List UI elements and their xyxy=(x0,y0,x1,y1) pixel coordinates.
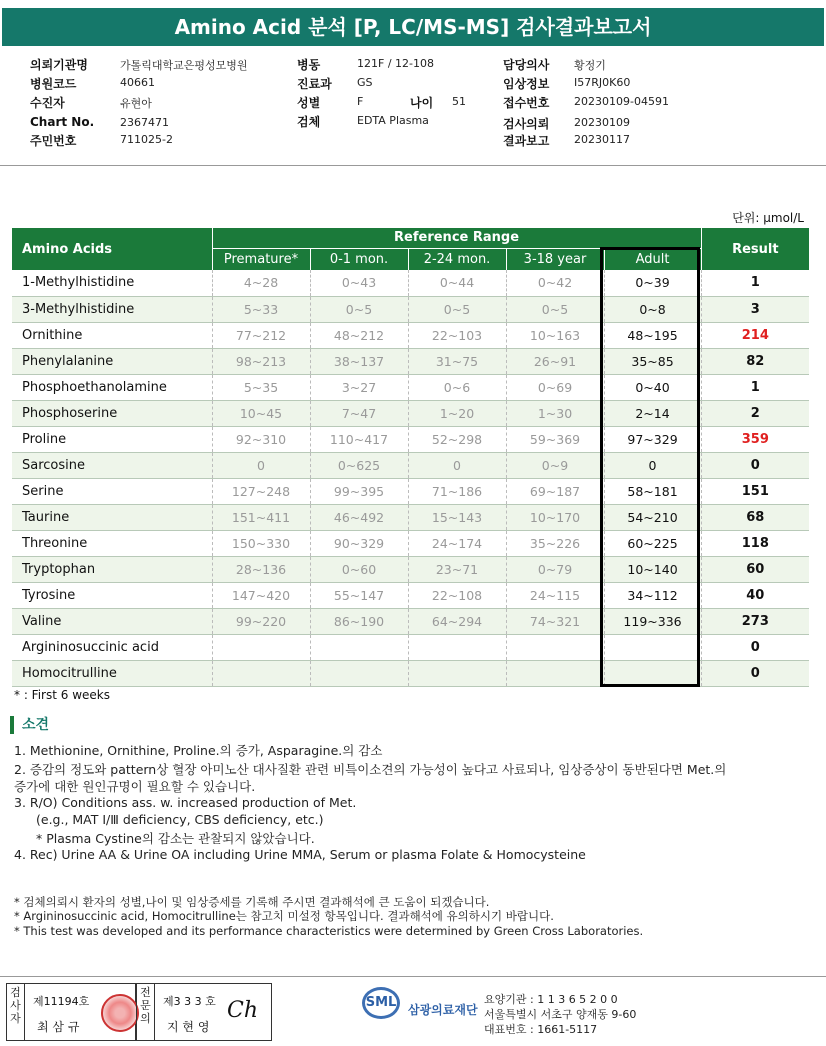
ref-2-24-mon xyxy=(408,660,506,686)
organization-name: 삼광의료재단 xyxy=(408,1003,478,1017)
amino-acid-name: Phosphoserine xyxy=(12,400,212,426)
table-row xyxy=(12,348,809,374)
official-seal-icon xyxy=(101,994,139,1032)
ref-adult: 2~14 xyxy=(604,400,701,426)
finding-line-7: 4. Rec) Urine AA & Urine OA including Urine MMA, Serum or plasma Folate & Homocysteine xyxy=(14,847,586,862)
info-value-request-date: 20230109 xyxy=(574,116,630,129)
reviewer-name: 지 현 영 xyxy=(167,1020,210,1034)
finding-line-2: 2. 증감의 정도와 pattern상 혈장 아미노산 대사질환 관련 비특이소견의 가능성이 높다고 사료되나, 임상증상이 동반된다면 Met.의 xyxy=(14,762,727,777)
ref-adult: 35~85 xyxy=(604,348,701,374)
amino-acid-name: Valine xyxy=(12,608,212,634)
column-header-reference-range: Reference Range xyxy=(212,228,701,248)
result-value: 151 xyxy=(701,478,809,504)
ref-0-1-mon: 0~60 xyxy=(310,556,408,582)
table-row xyxy=(12,660,809,686)
info-label-age: 나이 xyxy=(410,96,434,110)
column-header-amino-acids: Amino Acids xyxy=(12,228,212,270)
table-row xyxy=(12,374,809,400)
ref-premature: 150~330 xyxy=(212,530,310,556)
inspector-label: 검사자 xyxy=(7,984,25,1040)
info-value-resident-no: 711025-2 xyxy=(120,133,173,146)
institution-phone: 대표번호 : 1661-5117 xyxy=(484,1023,598,1036)
ref-0-1-mon: 3~27 xyxy=(310,374,408,400)
ref-2-24-mon: 0~5 xyxy=(408,296,506,322)
unit-label: 단위: μmol/L xyxy=(732,211,804,225)
ref-0-1-mon: 99~395 xyxy=(310,478,408,504)
info-value-clinical-info: I57RJ0K60 xyxy=(574,76,631,89)
table-row xyxy=(12,530,809,556)
info-value-specimen: EDTA Plasma xyxy=(357,114,429,127)
result-value: 0 xyxy=(701,634,809,660)
ref-3-18-year: 0~9 xyxy=(506,452,604,478)
result-value: 0 xyxy=(701,660,809,686)
ref-adult xyxy=(604,634,701,660)
ref-adult xyxy=(604,660,701,686)
ref-0-1-mon: 0~5 xyxy=(310,296,408,322)
institution-code: 요양기관 : 1 1 3 6 5 2 0 0 xyxy=(484,993,618,1006)
report-footer xyxy=(0,979,826,1043)
ref-premature: 98~213 xyxy=(212,348,310,374)
ref-adult: 60~225 xyxy=(604,530,701,556)
ref-0-1-mon: 48~212 xyxy=(310,322,408,348)
ref-3-18-year: 10~170 xyxy=(506,504,604,530)
ref-2-24-mon xyxy=(408,634,506,660)
ref-2-24-mon: 22~108 xyxy=(408,582,506,608)
finding-line-3: 증가에 대한 원인규명이 필요할 수 있습니다. xyxy=(14,779,256,794)
ref-premature: 151~411 xyxy=(212,504,310,530)
ref-2-24-mon: 52~298 xyxy=(408,426,506,452)
info-label-ward: 병동 xyxy=(297,58,321,72)
ref-0-1-mon: 86~190 xyxy=(310,608,408,634)
finding-line-1: 1. Methionine, Ornithine, Proline.의 증가, Asparagine.의 감소 xyxy=(14,743,383,758)
ref-2-24-mon: 64~294 xyxy=(408,608,506,634)
ref-2-24-mon: 0 xyxy=(408,452,506,478)
amino-acid-name: Proline xyxy=(12,426,212,452)
inspector-name: 최 삼 규 xyxy=(37,1020,80,1034)
ref-adult: 97~329 xyxy=(604,426,701,452)
ref-2-24-mon: 23~71 xyxy=(408,556,506,582)
ref-premature: 5~33 xyxy=(212,296,310,322)
info-value-report-date: 20230117 xyxy=(574,133,630,146)
ref-adult: 34~112 xyxy=(604,582,701,608)
ref-2-24-mon: 22~103 xyxy=(408,322,506,348)
result-value: 60 xyxy=(701,556,809,582)
ref-adult: 0 xyxy=(604,452,701,478)
ref-3-18-year: 24~115 xyxy=(506,582,604,608)
ref-3-18-year: 1~30 xyxy=(506,400,604,426)
info-label-chart-no: Chart No. xyxy=(30,115,95,129)
amino-acid-name: Argininosuccinic acid xyxy=(12,634,212,660)
ref-3-18-year: 0~79 xyxy=(506,556,604,582)
amino-acid-name: Tryptophan xyxy=(12,556,212,582)
reviewer-signature-box xyxy=(136,983,272,1041)
column-header-2-24-mon: 2-24 mon. xyxy=(408,248,506,270)
ref-2-24-mon: 0~6 xyxy=(408,374,506,400)
amino-acid-name: 3-Methylhistidine xyxy=(12,296,212,322)
result-value: 1 xyxy=(701,374,809,400)
info-value-sex: F xyxy=(357,95,364,108)
ref-3-18-year: 35~226 xyxy=(506,530,604,556)
table-row xyxy=(12,556,809,582)
ref-adult: 10~140 xyxy=(604,556,701,582)
amino-acid-name: Phosphoethanolamine xyxy=(12,374,212,400)
info-label-department: 진료과 xyxy=(297,77,332,91)
amino-acid-name: Homocitrulline xyxy=(12,660,212,686)
institution-address: 서울특별시 서초구 양재동 9-60 xyxy=(484,1008,637,1021)
ref-0-1-mon: 90~329 xyxy=(310,530,408,556)
column-header-0-1-mon: 0-1 mon. xyxy=(310,248,408,270)
column-header-premature: Premature* xyxy=(212,248,310,270)
ref-premature: 92~310 xyxy=(212,426,310,452)
amino-acid-name: Taurine xyxy=(12,504,212,530)
amino-acid-name: Ornithine xyxy=(12,322,212,348)
ref-premature: 147~420 xyxy=(212,582,310,608)
amino-acid-results-table xyxy=(12,228,809,687)
report-title: Amino Acid 분석 [P, LC/MS-MS] 검사결과보고서 xyxy=(2,8,824,46)
ref-premature: 4~28 xyxy=(212,270,310,296)
table-row xyxy=(12,322,809,348)
ref-3-18-year: 26~91 xyxy=(506,348,604,374)
ref-3-18-year: 0~69 xyxy=(506,374,604,400)
result-value: 2 xyxy=(701,400,809,426)
ref-adult: 58~181 xyxy=(604,478,701,504)
reviewer-license-no: 제3 3 3 호 xyxy=(163,995,216,1008)
result-value: 82 xyxy=(701,348,809,374)
info-label-request-date: 검사의뢰 xyxy=(503,117,550,131)
info-value-hospital-code: 40661 xyxy=(120,76,155,89)
info-label-clinical-info: 임상정보 xyxy=(503,77,550,91)
note-line-2: * Argininosuccinic acid, Homocitrulline는 참고치 미설정 항목입니다. 결과해석에 유의하시기 바랍니다. xyxy=(14,909,554,923)
ref-3-18-year: 0~42 xyxy=(506,270,604,296)
amino-acid-name: Tyrosine xyxy=(12,582,212,608)
amino-acid-name: Phenylalanine xyxy=(12,348,212,374)
ref-2-24-mon: 1~20 xyxy=(408,400,506,426)
table-row xyxy=(12,426,809,452)
results-table-body xyxy=(12,270,809,686)
result-value: 359 xyxy=(701,426,809,452)
ref-0-1-mon: 0~43 xyxy=(310,270,408,296)
ref-3-18-year: 74~321 xyxy=(506,608,604,634)
ref-0-1-mon xyxy=(310,634,408,660)
sml-logo-icon: SML xyxy=(362,987,400,1019)
result-value: 68 xyxy=(701,504,809,530)
table-row xyxy=(12,400,809,426)
result-value: 273 xyxy=(701,608,809,634)
table-row xyxy=(12,634,809,660)
column-header-3-18-year: 3-18 year xyxy=(506,248,604,270)
result-value: 214 xyxy=(701,322,809,348)
ref-2-24-mon: 71~186 xyxy=(408,478,506,504)
table-row xyxy=(12,452,809,478)
info-label-receipt-no: 접수번호 xyxy=(503,96,550,110)
ref-premature: 5~35 xyxy=(212,374,310,400)
ref-premature: 99~220 xyxy=(212,608,310,634)
table-row xyxy=(12,582,809,608)
amino-acid-name: Threonine xyxy=(12,530,212,556)
ref-adult: 0~39 xyxy=(604,270,701,296)
info-value-institution: 가톨릭대학교은평성모병원 xyxy=(120,59,248,72)
ref-adult: 0~8 xyxy=(604,296,701,322)
reviewer-label: 전문의 xyxy=(137,984,155,1040)
ref-0-1-mon: 38~137 xyxy=(310,348,408,374)
info-value-receipt-no: 20230109-04591 xyxy=(574,95,669,108)
ref-3-18-year: 59~369 xyxy=(506,426,604,452)
info-value-physician: 황정기 xyxy=(574,59,606,72)
ref-3-18-year: 0~5 xyxy=(506,296,604,322)
table-row xyxy=(12,296,809,322)
finding-line-5: (e.g., MAT Ⅰ/Ⅲ deficiency, CBS deficiency, etc.) xyxy=(36,812,324,827)
finding-line-4: 3. R/O) Conditions ass. w. increased production of Met. xyxy=(14,795,357,810)
result-value: 118 xyxy=(701,530,809,556)
ref-0-1-mon: 0~625 xyxy=(310,452,408,478)
info-label-physician: 담당의사 xyxy=(503,58,550,72)
note-line-3: * This test was developed and its performance characteristics were determined by Green Cross Laboratories. xyxy=(14,924,644,938)
info-label-hospital-code: 병원코드 xyxy=(30,77,77,91)
findings-heading: 소견 xyxy=(10,716,49,734)
ref-premature: 10~45 xyxy=(212,400,310,426)
ref-3-18-year: 10~163 xyxy=(506,322,604,348)
info-value-chart-no: 2367471 xyxy=(120,116,169,129)
ref-adult: 48~195 xyxy=(604,322,701,348)
ref-premature xyxy=(212,660,310,686)
amino-acid-name: Serine xyxy=(12,478,212,504)
premature-footnote: * : First 6 weeks xyxy=(14,688,110,702)
table-row xyxy=(12,270,809,296)
ref-adult: 119~336 xyxy=(604,608,701,634)
finding-line-6: * Plasma Cystine의 감소는 관찰되지 않았습니다. xyxy=(36,831,315,846)
info-value-ward: 121F / 12-108 xyxy=(357,57,434,70)
result-value: 0 xyxy=(701,452,809,478)
info-label-sex: 성별 xyxy=(297,96,321,110)
info-label-institution: 의뢰기관명 xyxy=(30,58,88,72)
ref-3-18-year xyxy=(506,660,604,686)
table-row xyxy=(12,478,809,504)
table-row xyxy=(12,504,809,530)
info-value-department: GS xyxy=(357,76,373,89)
ref-3-18-year: 69~187 xyxy=(506,478,604,504)
ref-premature: 28~136 xyxy=(212,556,310,582)
inspector-license-no: 제11194호 xyxy=(33,995,90,1008)
ref-adult: 0~40 xyxy=(604,374,701,400)
amino-acid-name: 1-Methylhistidine xyxy=(12,270,212,296)
amino-acid-name: Sarcosine xyxy=(12,452,212,478)
note-line-1: * 검체의뢰시 환자의 성별,나이 및 임상증세를 기록해 주시면 결과해석에 큰 도움이 되겠습니다. xyxy=(14,895,490,909)
ref-0-1-mon: 55~147 xyxy=(310,582,408,608)
column-header-adult: Adult xyxy=(604,248,701,270)
ref-premature xyxy=(212,634,310,660)
ref-premature: 77~212 xyxy=(212,322,310,348)
ref-0-1-mon: 46~492 xyxy=(310,504,408,530)
inspector-signature-box xyxy=(6,983,136,1041)
ref-adult: 54~210 xyxy=(604,504,701,530)
info-label-report-date: 결과보고 xyxy=(503,134,550,148)
ref-0-1-mon: 110~417 xyxy=(310,426,408,452)
table-row xyxy=(12,608,809,634)
footer-divider xyxy=(0,976,826,977)
ref-0-1-mon: 7~47 xyxy=(310,400,408,426)
info-label-resident-no: 주민번호 xyxy=(30,134,77,148)
ref-premature: 0 xyxy=(212,452,310,478)
ref-2-24-mon: 15~143 xyxy=(408,504,506,530)
info-value-age: 51 xyxy=(452,95,466,108)
ref-2-24-mon: 0~44 xyxy=(408,270,506,296)
info-label-specimen: 검체 xyxy=(297,115,321,129)
header-divider xyxy=(0,165,826,166)
ref-2-24-mon: 31~75 xyxy=(408,348,506,374)
result-value: 3 xyxy=(701,296,809,322)
patient-info-section xyxy=(0,54,826,164)
ref-3-18-year xyxy=(506,634,604,660)
info-label-patient: 수진자 xyxy=(30,96,65,110)
ref-premature: 127~248 xyxy=(212,478,310,504)
ref-2-24-mon: 24~174 xyxy=(408,530,506,556)
result-value: 40 xyxy=(701,582,809,608)
ref-0-1-mon xyxy=(310,660,408,686)
handwritten-signature: Ch xyxy=(227,998,259,1023)
result-value: 1 xyxy=(701,270,809,296)
info-value-patient: 유현아 xyxy=(120,97,152,110)
column-header-result: Result xyxy=(701,228,809,270)
